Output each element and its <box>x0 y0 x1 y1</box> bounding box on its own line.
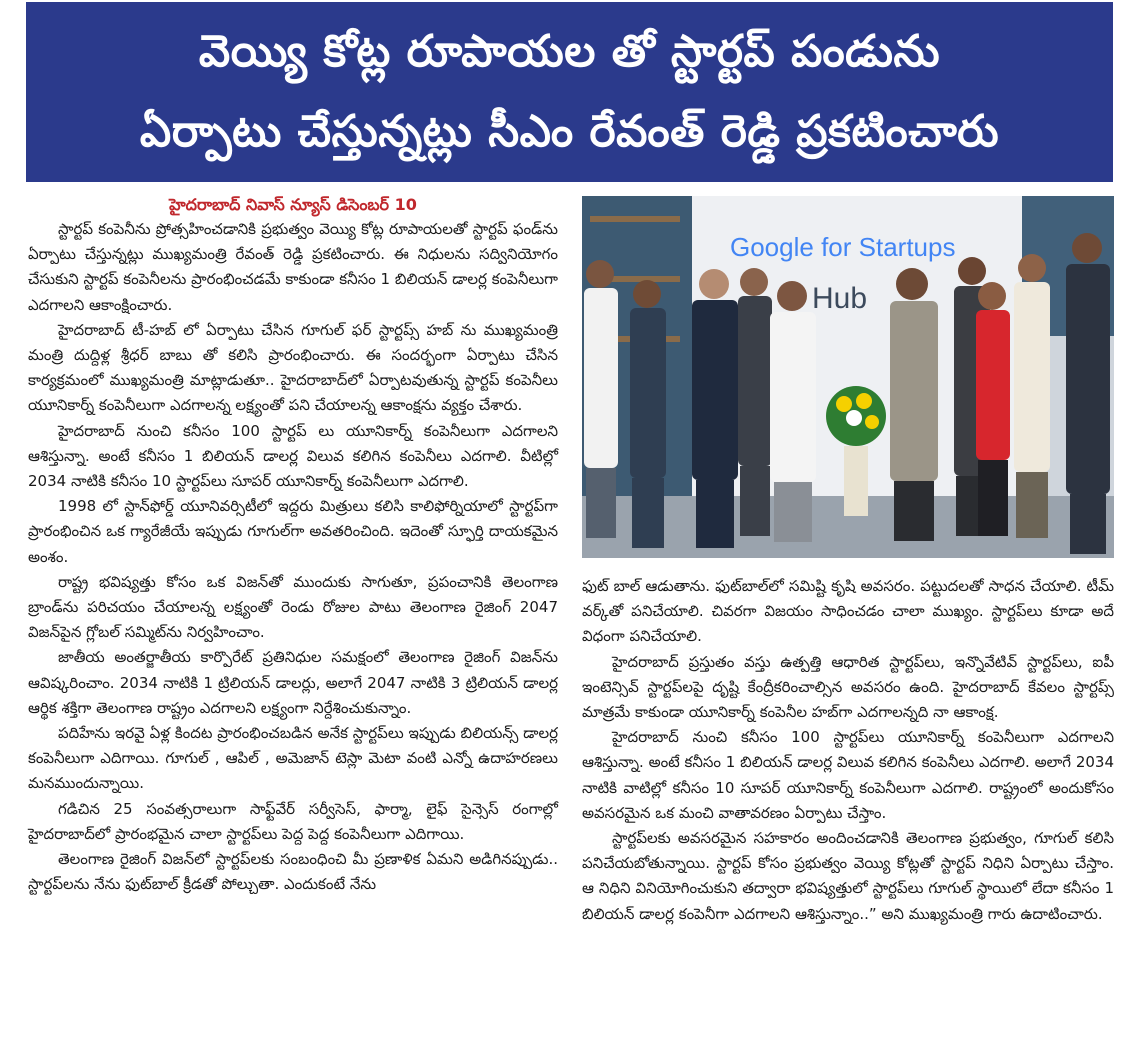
sign-text: Google for Startups <box>730 232 956 262</box>
paragraph: హైదరాబాద్ నుంచి కనీసం 100 స్టార్టప్‌లు యూనికార్న్ కంపెనీలుగా ఎదగాలని ఆశిస్తున్నా. అంటే కనీసం 1 బిలియన్ డాలర్ల విలువ కలిగిన కంపెనీలు ఎదగాలి. అలాగే 2034 నాటికి వాటిల్లో కనీసం 10 సూపర్ యూనికార్న్ కంపెనీలుగా ఎదగాలి. రాష్ట్రంలో అందుకోసం అవసరమైన ఒక మంచి వాతావరణం ఏర్పాటు చేస్తాం. <box>582 728 1114 822</box>
event-photo <box>582 196 1114 558</box>
paragraph: పదిహేను ఇరవై ఏళ్ల కిందట ప్రారంభించబడిన అనేక స్టార్టప్‌లు ఇప్పుడు బిలియన్స్ డాలర్ల కంపెనీలుగా ఎదిగాయి. గూగుల్ , ఆపిల్ , అమెజాన్ టెస్లా మెటా వంటి ఎన్నో ఉదాహరణలు మనముందున్నాయి. <box>28 724 558 793</box>
paragraph: హైదరాబాద్ నుంచి కనీసం 100 స్టార్టప్ లు యూనికార్న్ కంపెనీలుగా ఎదగాలని ఆశిస్తున్నా. అంటే కనీసం 1 బిలియన్ డాలర్ల విలువ కలిగిన కంపెనీలు ఎదగాలి. వీటిల్లో 2034 నాటికి కనీసం 10 స్టార్టప్‌లు సూపర్ యూనికార్న్ కంపెనీలుగా ఎదగాలి. <box>28 421 558 491</box>
article-column-right <box>582 574 1114 927</box>
paragraph: స్టార్టప్‌లకు అవసరమైన సహకారం అందించడానికి తెలంగాణ ప్రభుత్వం, గూగుల్ కలిసి పనిచేయబోతున్నాయి. స్టార్టప్ కోసం ప్రభుత్వం వెయ్యి కోట్లతో స్టార్టప్ నిధిని ఏర్పాటు చేస్తాం. ఆ నిధిని వినియోగించుకుని తద్వారా భవిష్యత్తులో స్టార్టప్‌లు గూగుల్ స్థాయిలో లేదా కనీసం 1 బిలియన్ డాలర్ల కంపెనీగా ఎదగాలని ఆశిస్తున్నాం..” అని ముఖ్యమంత్రి గారు ఉదాటించారు. <box>582 829 1114 923</box>
paragraph: హైదరాబాద్ టీ-హబ్ లో ఏర్పాటు చేసిన గూగుల్ ఫర్ స్టార్టప్స్ హబ్ ను ముఖ్యమంత్రి మంత్రి దుద్దిళ్ల శ్రీధర్ బాబు తో కలిసి ప్రారంభించారు. ఈ సందర్భంగా ఏర్పాటు చేసిన కార్యక్రమంలో ముఖ్యమంత్రి మాట్లాడుతూ.. హైదరాబాద్‌లో ఏర్పాటవుతున్న స్టార్టప్ కంపెనీలు యూనికార్న్ కంపెనీలుగా ఎదగాలన్న లక్ష్యంతో పని చేయాలన్న ఆకాంక్షను వ్యక్తం చేశారు. <box>28 320 558 415</box>
paragraph: తెలంగాణ రైజింగ్ విజన్‌లో స్టార్టప్‌లకు సంబంధించి మీ ప్రణాళిక ఏమని అడిగినప్పుడు.. స్టార్టప్‌లను నేను ఫుట్‌బాల్ క్రీడతో పోల్చుతా. ఎందుకంటే నేను <box>28 850 558 894</box>
article-column-left <box>28 192 558 897</box>
headline-line-2: ఏర్పాటు చేస్తున్నట్లు సీఎం రేవంత్ రెడ్డి ప్రకటించారు <box>139 106 1000 157</box>
headline-line-1: వెయ్యి కోట్ల రూపాయల తో స్టార్టప్ పండును <box>198 26 941 77</box>
paragraph: హైదరాబాద్ ప్రస్తుతం వస్తు ఉత్పత్తి ఆధారిత స్టార్టప్‌లు, ఇన్నొవేటివ్ స్టార్టప్‌లు, ఐపీ ఇంటెన్సివ్ స్టార్టప్‌లపై దృష్టి కేంద్రీకరించాల్సిన అవసరం ఉంది. హైదరాబాద్ కేవలం స్టార్టప్స్ మాత్రమే కాకుండా యూనికార్న్ కంపెనీల హబ్‌గా ఎదగాలన్నది నా ఆకాంక్ష. <box>582 652 1114 722</box>
dateline: హైదరాబాద్ నివాస్ న్యూస్ డిసెంబర్ 10 <box>169 195 417 214</box>
sign-hub-text: Hub <box>812 282 868 315</box>
paragraph: జాతీయ అంతర్జాతీయ కార్పొరేట్ ప్రతినిధుల సమక్షంలో తెలంగాణ రైజింగ్ విజన్‌ను ఆవిష్కరించాం. 2034 నాటికి 1 ట్రిలియన్ డాలర్లు, అలాగే 2047 నాటికి 3 ట్రిలియన్ డాలర్ల ఆర్థిక శక్తిగా తెలంగాణ రాష్ట్రం ఎదగాలని లక్ష్యంగా నిర్దేశించుకున్నాం. <box>28 648 558 717</box>
paragraph: రాష్ట్ర భవిష్యత్తు కోసం ఒక విజన్‌తో ముందుకు సాగుతూ, ప్రపంచానికి తెలంగాణ బ్రాండ్‌ను పరిచయం చేయాలన్న లక్ష్యంతో రెండు రోజుల పాటు తెలంగాణ రైజింగ్ 2047 విజన్‌పైన గ్లోబల్ సమ్మిట్‌ను నిర్వహించాం. <box>28 572 558 642</box>
headline-banner <box>26 2 1113 182</box>
paragraph: స్టార్టప్ కంపెనీను ప్రోత్సహించడానికి ప్రభుత్వం వెయ్యి కోట్ల రూపాయలతో స్టార్టప్ ఫండ్‌ను ఏర్పాటు చేస్తున్నట్లు ముఖ్యమంత్రి రేవంత్ రెడ్డి ప్రకటించారు. ఈ నిధులను సద్వినియోగం చేసుకుని స్టార్టప్ కంపెనీలను ప్రారంభించడమే కాకుండా కనీసం 1 బిలియన్ డాలర్ల కంపెనీలుగా ఎదగాలని ఆకాంక్షించారు. <box>28 220 558 314</box>
paragraph: గడిచిన 25 సంవత్సరాలుగా సాఫ్ట్‌వేర్ సర్వీసెస్, ఫార్మా, లైఫ్ సైన్సెస్ రంగాల్లో హైదరాబాద్‌లో ప్రారంభమైన చాలా స్టార్టప్‌లు పెద్ద పెద్ద కంపెనీలుగా ఎదిగాయి. <box>28 799 558 843</box>
paragraph: 1998 లో స్టాన్‌ఫోర్డ్ యూనివర్సిటీలో ఇద్దరు మిత్రులు కలిసి కాలిఫోర్నియాలో స్టార్టప్‌గా ప్రారంభించిన ఒక గ్యారేజీయే ఇప్పుడు గూగుల్‌గా అవతరించింది. ఇదెంతో స్ఫూర్తి దాయకమైన అంశం. <box>28 497 558 566</box>
event-photo-illustration <box>582 196 1114 558</box>
paragraph: ఫుట్ బాల్ ఆడుతాను. ఫుట్‌బాల్‌లో సమిష్టి కృషి అవసరం. పట్టుదలతో సాధన చేయాలి. టీమ్ వర్క్‌తో పనిచేయాలి. చివరగా విజయం సాధించడం చాలా ముఖ్యం. స్టార్టప్‌లు కూడా అదే విధంగా పనిచేయాలి. <box>582 577 1114 646</box>
